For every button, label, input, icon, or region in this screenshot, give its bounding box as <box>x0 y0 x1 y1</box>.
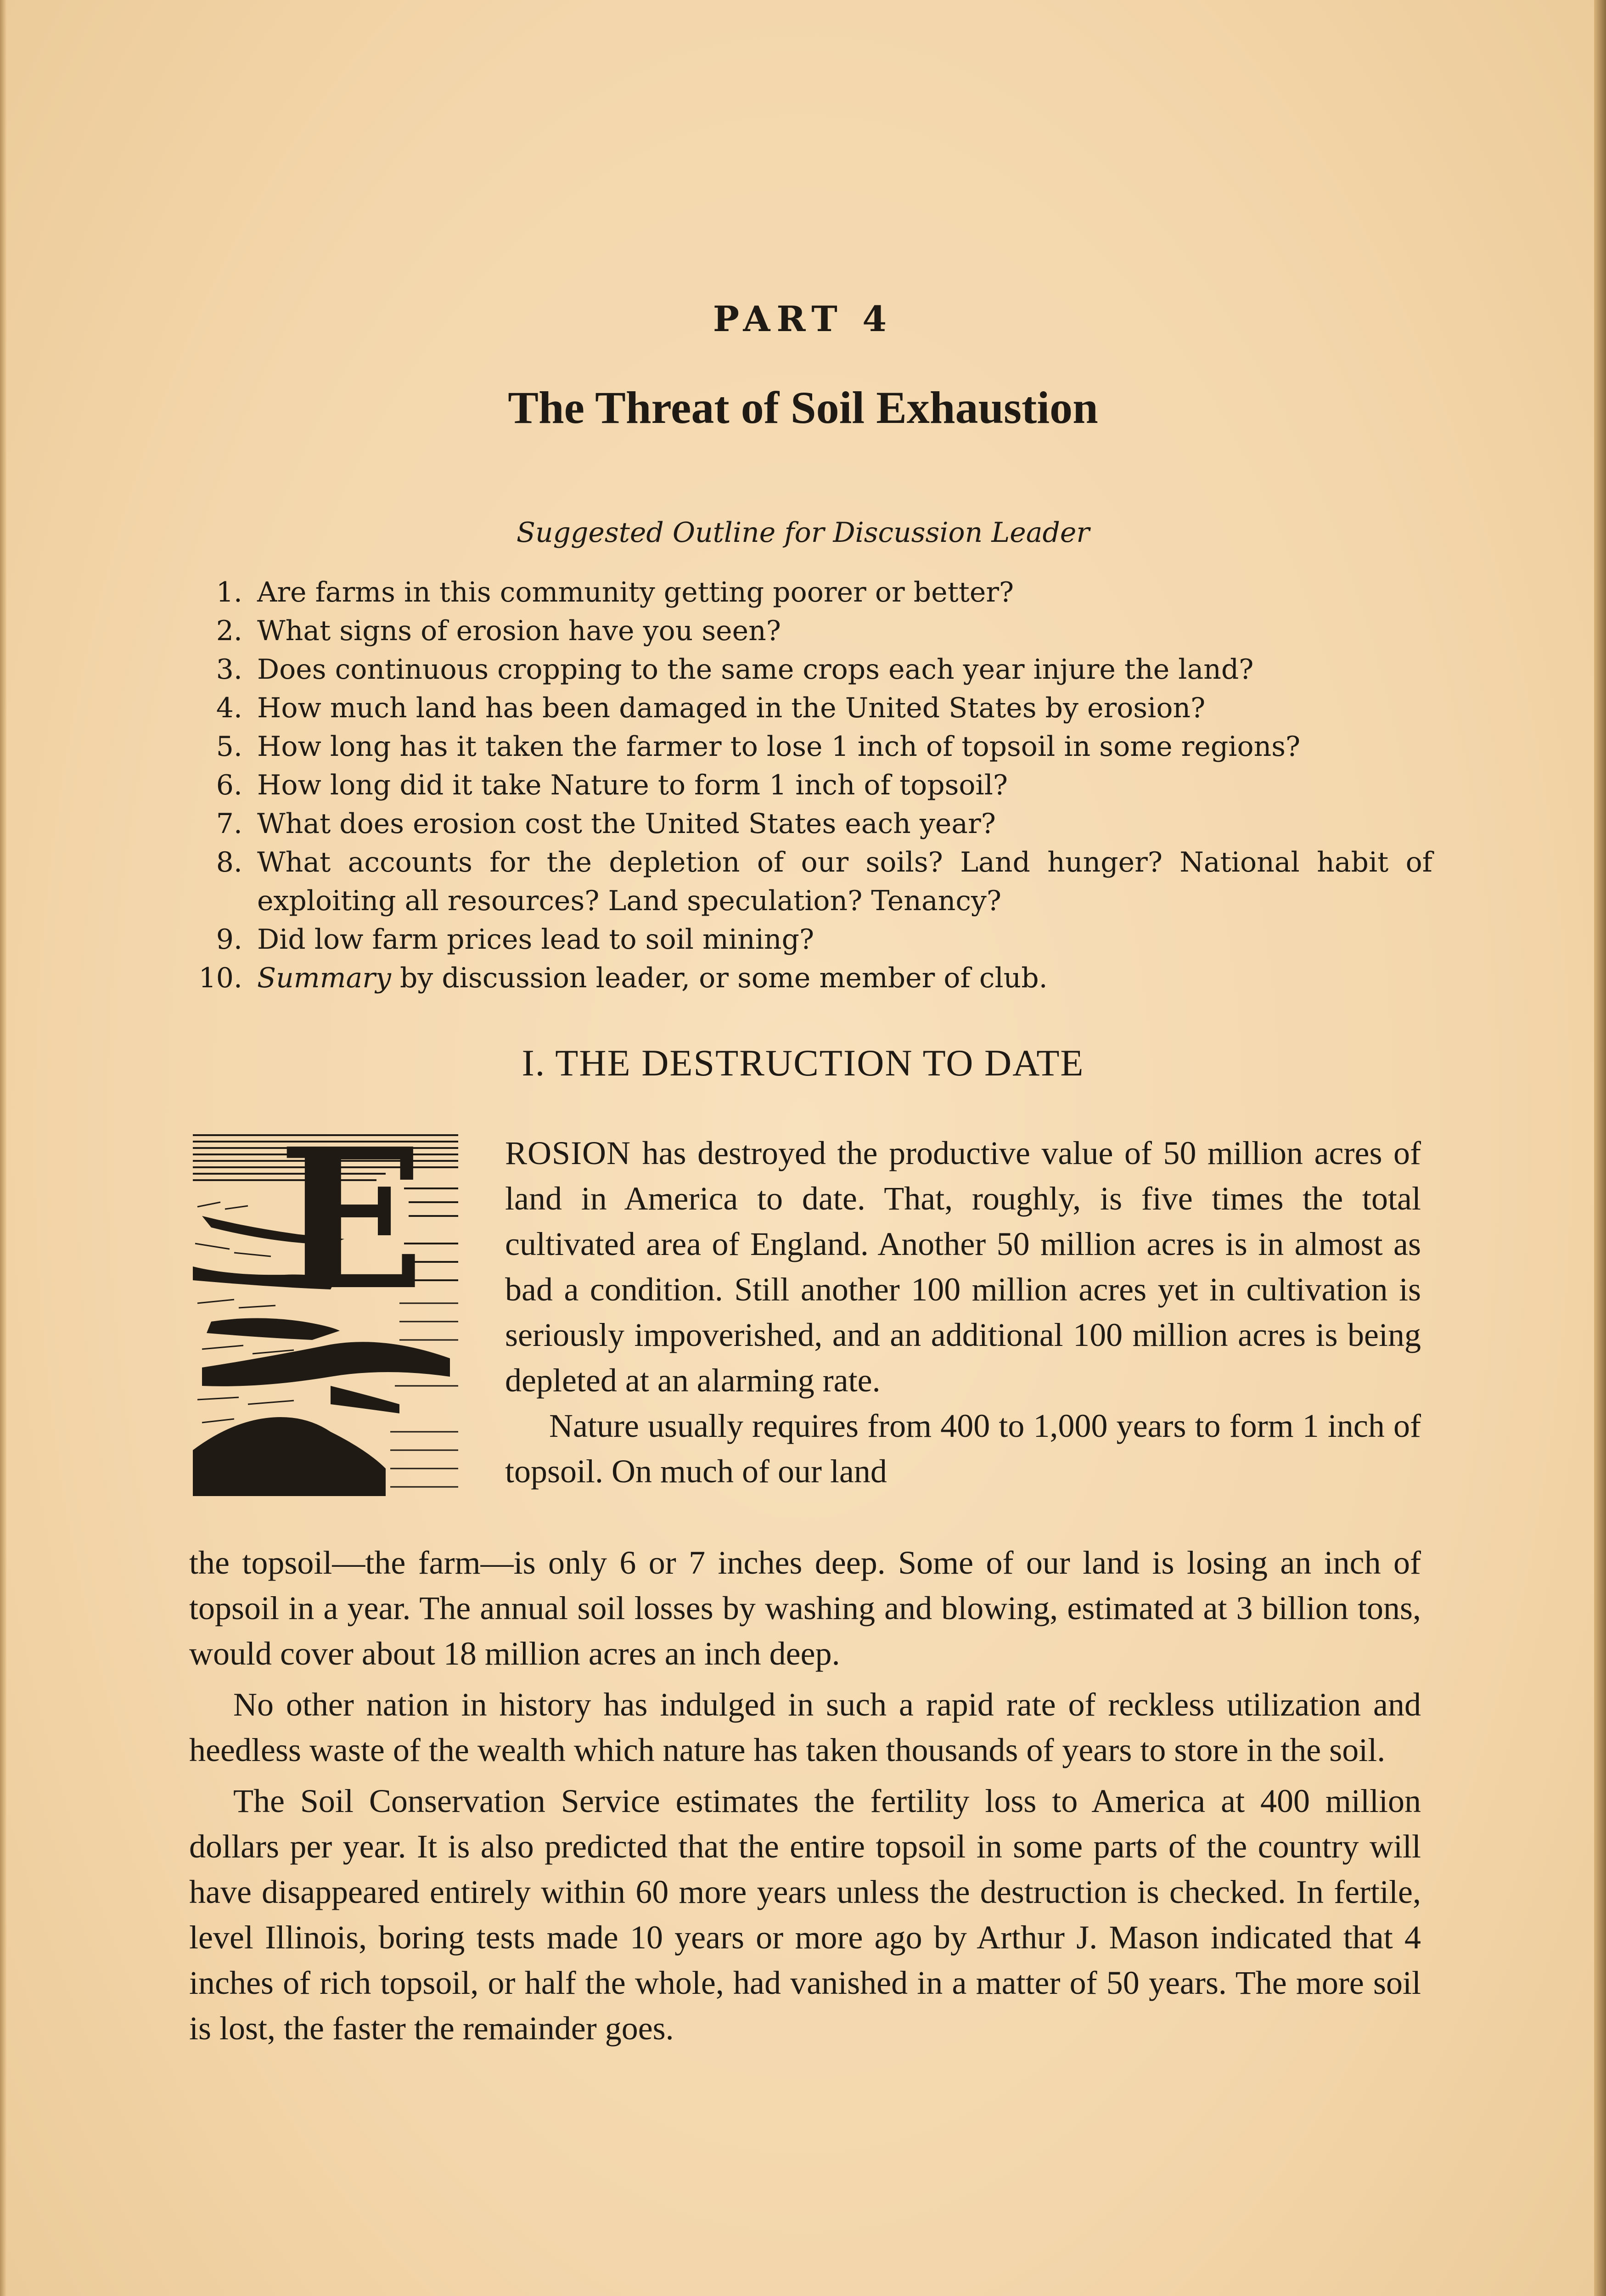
list-item <box>193 920 1432 959</box>
item-text: How much land has been damaged in the United States by erosion? <box>257 692 1206 724</box>
list-item <box>193 612 1432 650</box>
list-item <box>193 727 1432 766</box>
part-label: PART 4 <box>713 298 893 339</box>
list-item <box>193 766 1432 805</box>
item-text: Did low farm prices lead to soil mining? <box>257 923 814 956</box>
item-text: What accounts for the depletion of our soils? Land hunger? National habit of exploiting all resources? Land speculation? Tenancy? <box>257 846 1432 917</box>
list-item <box>193 959 1432 997</box>
item-text: Does continuous cropping to the same crops each year injure the land? <box>257 653 1254 686</box>
item-number: 2. <box>216 615 242 647</box>
opening-paragraph <box>505 1131 1421 1494</box>
list-item <box>193 573 1432 612</box>
paragraph-1-text: has destroyed the productive value of 50 million acres of land in America to date. That, roughly, is five times the total cultivated area of England. Another 50 million acres is in almost as bad a condition. Still another 100 million acres yet in cultivation is seriously impoverished, and an additional 100 million acres is being depleted at an alarming rate. <box>505 1135 1421 1399</box>
item-number: 3. <box>216 653 242 686</box>
item-number: 10. <box>198 962 242 994</box>
paragraph-3: No other nation in history has indulged in such a rapid rate of reckless utilization and heedless waste of the wealth which nature has taken thousands of years to store in the soil. <box>189 1686 1421 1768</box>
summary-text: by discussion leader, or some member of club. <box>391 962 1048 994</box>
item-number: 7. <box>216 808 242 840</box>
outline-heading: Suggested Outline for Discussion Leader <box>516 517 1090 549</box>
section-heading: I. THE DESTRUCTION TO DATE <box>522 1042 1084 1084</box>
body-text <box>189 1540 1421 2051</box>
drop-cap-illustration <box>193 1129 458 1496</box>
summary-label: Summary <box>257 962 391 994</box>
item-number: 5. <box>216 731 242 763</box>
page-left-edge <box>0 0 6 2296</box>
item-number: 9. <box>216 923 242 956</box>
chapter-title: The Threat of Soil Exhaustion <box>508 382 1098 433</box>
item-number: 4. <box>216 692 242 724</box>
item-text: How long has it taken the farmer to lose 1 inch of topsoil in some regions? <box>257 731 1301 763</box>
first-word: ROSION <box>505 1135 631 1171</box>
item-text <box>257 959 1432 997</box>
list-item <box>193 689 1432 727</box>
paragraph-2-start: Nature usually requires from 400 to 1,000 years to form 1 inch of topsoil. On much of our land <box>505 1407 1421 1490</box>
item-text: Are farms in this community getting poorer or better? <box>257 576 1014 608</box>
paragraph-1 <box>505 1131 1421 1403</box>
discussion-outline <box>193 573 1432 997</box>
item-text: What signs of erosion have you seen? <box>257 615 781 647</box>
paragraph-2-continued: the topsoil—the farm—is only 6 or 7 inches deep. Some of our land is losing an inch of topsoil in a year. The annual soil losses by washing and blowing, estimated at 3 billion tons, would cover about 18 million acres an inch deep. <box>189 1544 1421 1672</box>
drop-cap-letter: E <box>278 1129 425 1333</box>
item-number: 8. <box>216 846 242 878</box>
item-text: How long did it take Nature to form 1 inch of topsoil? <box>257 769 1008 801</box>
paragraph-4: The Soil Conservation Service estimates the fertility loss to America at 400 million dollars per year. It is also predicted that the entire topsoil in some parts of the country will have disappeared entirely within 60 more years unless the destruction is checked. In fertile, level Illinois, boring tests made 10 years or more ago by Arthur J. Mason indicated that 4 inches of rich topsoil, or half the whole, had vanished in a matter of 50 years. The more soil is lost, the faster the remainder goes. <box>189 1783 1421 2047</box>
page-right-edge <box>1594 0 1606 2296</box>
list-item <box>193 805 1432 843</box>
list-item <box>193 650 1432 689</box>
item-number: 1. <box>216 576 242 608</box>
item-text: What does erosion cost the United States each year? <box>257 808 996 840</box>
list-item <box>193 843 1432 920</box>
item-number: 6. <box>216 769 242 801</box>
